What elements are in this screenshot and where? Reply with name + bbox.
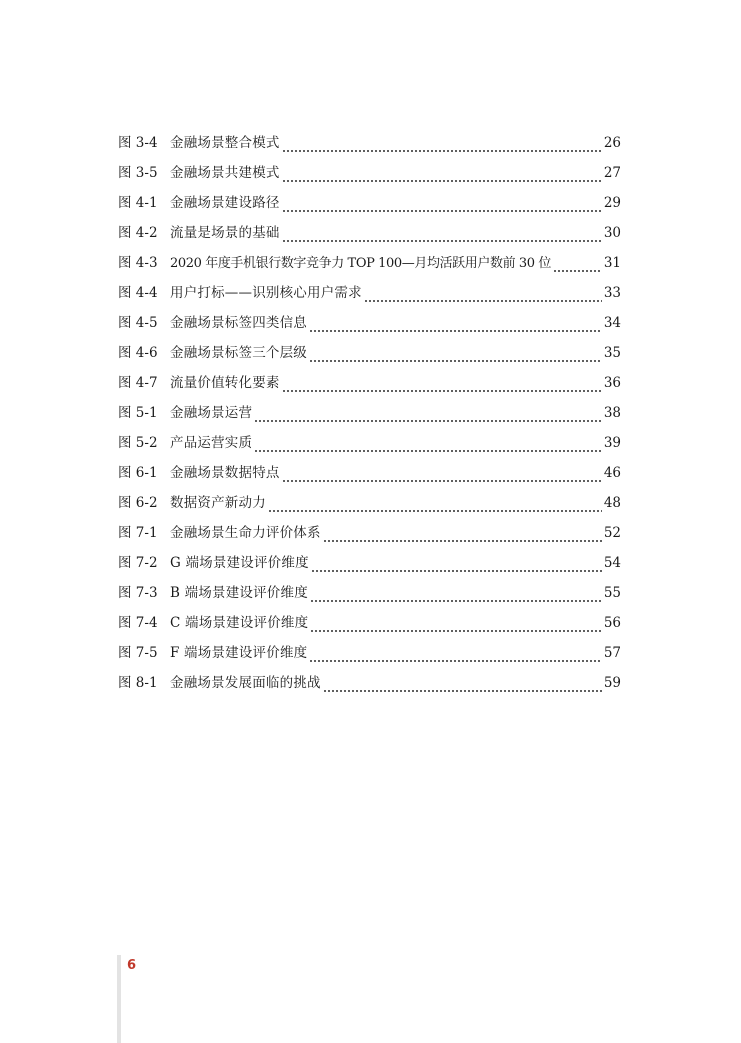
leader-dots [254, 419, 602, 423]
figure-number: 图 3-4 [118, 135, 158, 151]
figure-title: 金融场景生命力评价体系 [170, 525, 321, 541]
toc-entry[interactable] [118, 313, 621, 343]
leader-dots [553, 269, 602, 273]
page-ref: 27 [603, 165, 621, 181]
figure-number: 图 7-3 [118, 585, 158, 601]
toc-entry[interactable] [118, 133, 621, 163]
toc-entry[interactable] [118, 223, 621, 253]
page-ref: 35 [603, 345, 621, 361]
leader-dots [282, 209, 602, 213]
page-ref: 30 [603, 225, 621, 241]
figure-title: B 端场景建设评价维度 [170, 585, 308, 601]
figure-title: 数据资产新动力 [170, 495, 266, 511]
page-ref: 38 [603, 405, 621, 421]
leader-dots [311, 569, 602, 573]
toc-entry[interactable] [118, 433, 621, 463]
leader-dots [282, 179, 602, 183]
leader-dots [310, 629, 601, 633]
page-ref: 56 [603, 615, 621, 631]
figure-title: 金融场景发展面临的挑战 [170, 675, 321, 691]
page-ref: 48 [603, 495, 621, 511]
toc-entry[interactable] [118, 343, 621, 373]
figure-number: 图 6-1 [118, 465, 158, 481]
leader-dots [282, 389, 602, 393]
figure-number: 图 5-2 [118, 435, 158, 451]
figure-title: 金融场景整合模式 [170, 135, 280, 151]
toc-entry[interactable] [118, 193, 621, 223]
figure-number: 图 4-1 [118, 195, 158, 211]
figure-title: 金融场景标签三个层级 [170, 345, 307, 361]
figure-title: 用户打标——识别核心用户需求 [170, 285, 362, 301]
toc-entry[interactable] [118, 403, 621, 433]
figure-title: 流量价值转化要素 [170, 375, 280, 391]
leader-dots [323, 539, 602, 543]
leader-dots [309, 659, 601, 663]
page-number: 6 [127, 958, 137, 973]
leader-dots [310, 599, 602, 603]
toc-entry[interactable] [118, 493, 621, 523]
leader-dots [268, 509, 602, 513]
toc-entry[interactable] [118, 463, 621, 493]
figure-title: 金融场景数据特点 [170, 465, 280, 481]
page-ref: 55 [603, 585, 621, 601]
figure-title: 2020 年度手机银行数字竞争力 TOP 100—月均活跃用户数前 30 位 [170, 256, 551, 271]
figure-number: 图 3-5 [118, 165, 158, 181]
leader-dots [282, 149, 602, 153]
page-ref: 57 [603, 645, 621, 661]
figure-number: 图 4-5 [118, 315, 158, 331]
figure-number: 图 5-1 [118, 405, 158, 421]
figure-title: 金融场景运营 [170, 405, 253, 421]
page-ref: 33 [603, 285, 621, 301]
figure-number: 图 4-3 [118, 255, 158, 271]
page-ref: 46 [603, 465, 621, 481]
figure-number: 图 7-4 [118, 615, 158, 631]
toc-entry[interactable] [118, 163, 621, 193]
page-ref: 31 [603, 255, 621, 271]
toc-entry[interactable] [118, 583, 621, 613]
page-ref: 29 [603, 195, 621, 211]
page-ref: 54 [603, 555, 621, 571]
figure-number: 图 4-2 [118, 225, 158, 241]
leader-dots [282, 479, 602, 483]
figure-number: 图 4-6 [118, 345, 158, 361]
figure-title: C 端场景建设评价维度 [170, 615, 309, 631]
toc-entry[interactable] [118, 553, 621, 583]
leader-dots [309, 359, 602, 363]
footer-side-bar [117, 955, 121, 1043]
toc-entry[interactable] [118, 523, 621, 553]
page-ref: 34 [603, 315, 621, 331]
table-of-figures [118, 133, 621, 703]
figure-number: 图 8-1 [118, 675, 158, 691]
figure-number: 图 7-1 [118, 525, 158, 541]
toc-entry[interactable] [118, 673, 621, 703]
page-ref: 52 [603, 525, 621, 541]
leader-dots [323, 689, 602, 693]
figure-title: 金融场景建设路径 [170, 195, 280, 211]
toc-entry[interactable] [118, 253, 621, 283]
figure-number: 图 6-2 [118, 495, 158, 511]
figure-number: 图 4-7 [118, 375, 158, 391]
leader-dots [254, 449, 602, 453]
figure-number: 图 4-4 [118, 285, 158, 301]
figure-title: F 端场景建设评价维度 [170, 645, 308, 661]
figure-number: 图 7-5 [118, 645, 158, 661]
figure-number: 图 7-2 [118, 555, 158, 571]
leader-dots [309, 329, 602, 333]
figure-title: 金融场景共建模式 [170, 165, 280, 181]
figure-title: 产品运营实质 [170, 435, 253, 451]
figure-title: 金融场景标签四类信息 [170, 315, 307, 331]
toc-entry[interactable] [118, 373, 621, 403]
leader-dots [282, 239, 602, 243]
leader-dots [364, 299, 602, 303]
figure-title: 流量是场景的基础 [170, 225, 280, 241]
page-ref: 59 [603, 675, 621, 691]
page-ref: 26 [603, 135, 621, 151]
toc-entry[interactable] [118, 613, 621, 643]
figure-title: G 端场景建设评价维度 [170, 555, 309, 571]
page-ref: 39 [603, 435, 621, 451]
page-ref: 36 [603, 375, 621, 391]
toc-entry[interactable] [118, 283, 621, 313]
toc-entry[interactable] [118, 643, 621, 673]
